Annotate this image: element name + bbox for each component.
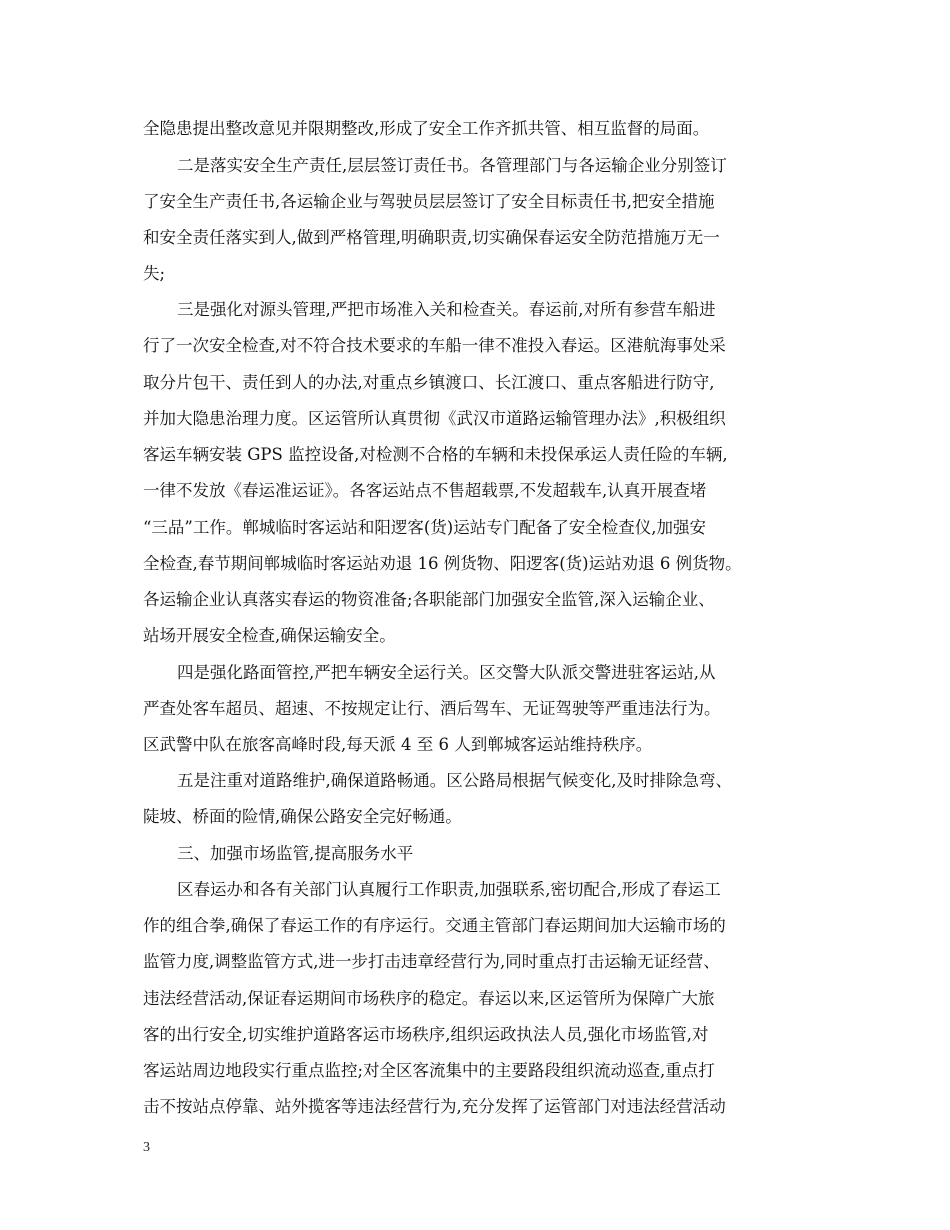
- text-line: 客运站周边地段实行重点监控;对全区客流集中的主要路段组织流动巡查,重点打: [143, 1061, 715, 1080]
- text-line: 区武警中队在旅客高峰时段,每天派 4 至 6 人到郸城客运站维持秩序。: [143, 735, 653, 754]
- text-line: 严查处客车超员、超速、不按规定让行、酒后驾车、无证驾驶等严重违法行为。: [143, 699, 721, 718]
- text-line: 和安全责任落实到人,做到严格管理,明确职责,切实确保春运安全防范措施万无一: [143, 228, 720, 247]
- text-line: 站场开展安全检查,确保运输安全。: [143, 626, 396, 645]
- text-line: 行了一次安全检查,对不符合技术要求的车船一律不准投入春运。区港航海事处采: [143, 336, 726, 355]
- text-line: 一律不发放《春运准运证》。各客运站点不售超载票,不发超载车,认真开展查堵: [143, 481, 707, 500]
- paragraph-start-line: 二是落实安全生产责任,层层签订责任书。各管理部门与各运输企业分别签订: [177, 156, 727, 175]
- text-line: 失;: [143, 264, 166, 283]
- paragraph-start-line: 五是注重对道路维护,确保道路畅通。区公路局根据气候变化,及时排除急弯、: [177, 771, 732, 790]
- text-line: 各运输企业认真落实春运的物资准备;各职能部门加强安全监管,深入运输企业、: [143, 590, 715, 609]
- section-heading: 三、加强市场监管,提高服务水平: [177, 844, 414, 863]
- text-line: 违法经营活动,保证春运期间市场秩序的稳定。春运以来,区运管所为保障广大旅: [143, 989, 715, 1008]
- text-line: 客的出行安全,切实维护道路客运市场秩序,组织运政执法人员,强化市场监管,对: [143, 1025, 709, 1044]
- text-line: 击不按站点停靠、站外揽客等违法经营行为,充分发挥了运管部门对违法经营活动: [143, 1097, 726, 1116]
- text-line: 监管力度,调整监管方式,进一步打击违章经营行为,同时重点打击运输无证经营、: [143, 952, 720, 971]
- text-line: 并加大隐患治理力度。区运管所认真贯彻《武汉市道路运输管理办法》,积极组织: [143, 409, 726, 428]
- page-number: 3: [143, 1140, 150, 1155]
- text-line: “三品”工作。郸城临时客运站和阳逻客(货)运站专门配备了安全检查仪,加强安: [143, 518, 706, 537]
- text-line: 全检查,春节期间郸城临时客运站劝退 16 例货物、阳逻客(货)运站劝退 6 例货物。: [143, 554, 742, 573]
- text-line: 了安全生产责任书,各运输企业与驾驶员层层签订了安全目标责任书,把安全措施: [143, 192, 715, 211]
- text-line: 作的组合拳,确保了春运工作的有序运行。交通主管部门春运期间加大运输市场的: [143, 916, 726, 935]
- text-line: 取分片包干、责任到人的办法,对重点乡镇渡口、长江渡口、重点客船进行防守,: [143, 373, 715, 392]
- text-line: 陡坡、桥面的险情,确保公路安全完好畅通。: [143, 807, 462, 826]
- paragraph-start-line: 四是强化路面管控,严把车辆安全运行关。区交警大队派交警进驻客运站,从: [177, 663, 716, 682]
- text-line: 客运车辆安装 GPS 监控设备,对检测不合格的车辆和未投保承运人责任险的车辆,: [143, 445, 728, 464]
- text-line: 全隐患提出整改意见并限期整改,形成了安全工作齐抓共管、相互监督的局面。: [143, 119, 710, 138]
- paragraph-start-line: 三是强化对源头管理,严把市场准入关和检查关。春运前,对所有参营车船进: [177, 300, 716, 319]
- paragraph-start-line: 区春运办和各有关部门认真履行工作职责,加强联系,密切配合,形成了春运工: [177, 880, 721, 899]
